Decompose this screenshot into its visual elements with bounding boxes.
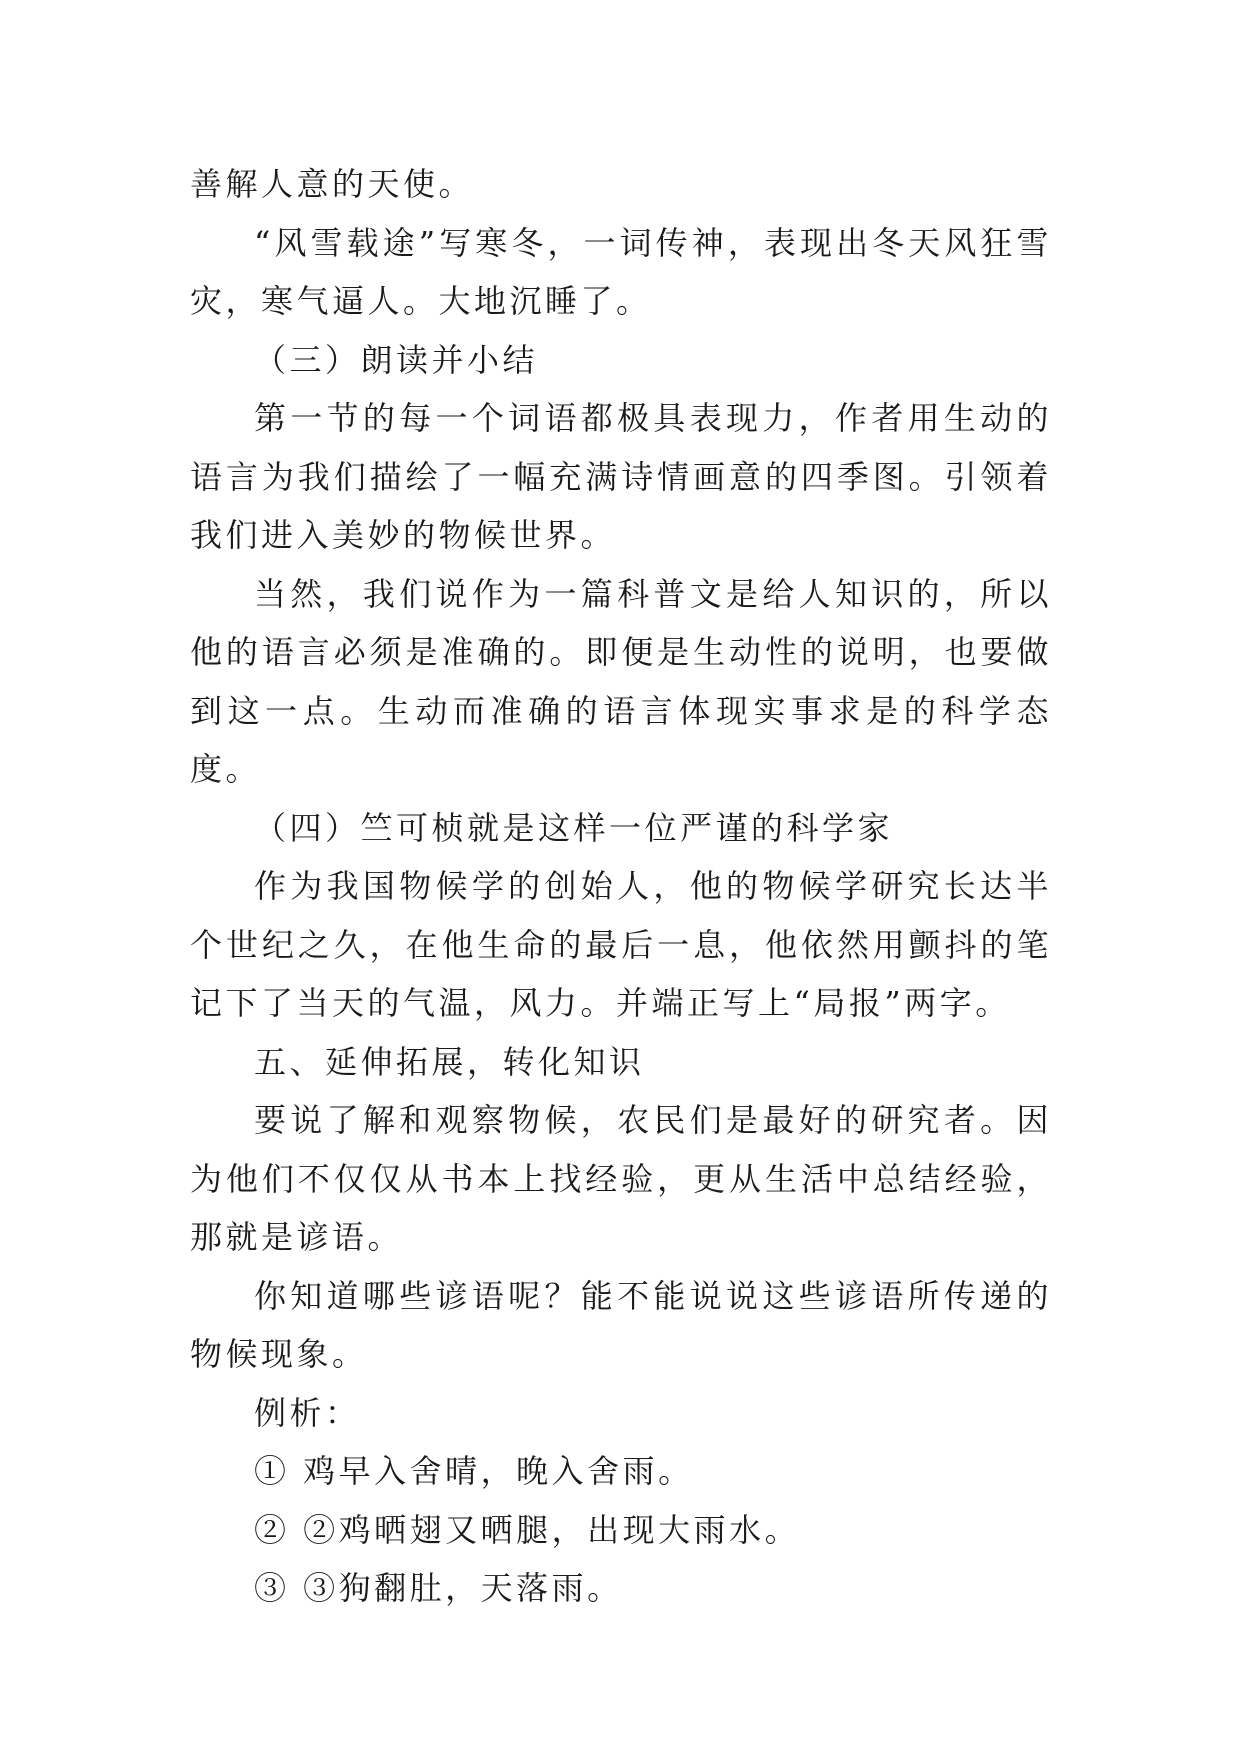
proverb-item-2: ② ②鸡晒翅又晒腿，出现大雨水。: [254, 1510, 801, 1549]
section-heading-4: （四）竺可桢就是这样一位严谨的科学家: [254, 808, 894, 847]
paragraph-winter: “风雪载途”写寒冬，一词传神，表现出冬天风狂雪灾，寒气逼人。大地沉睡了。: [190, 223, 1052, 320]
paragraph-zhu-kezhen: 作为我国物候学的创始人，他的物候学研究长达半个世纪之久，在他生命的最后一息，他依然用颤抖的笔记下了当天的气温，风力。并端正写上“局报”两字。: [190, 867, 1052, 1022]
paragraph-farmers: 要说了解和观察物候，农民们是最好的研究者。因为他们不仅仅从书本上找经验，更从生活中总结经验，那就是谚语。: [190, 1101, 1052, 1256]
paragraph-continuation: 善解人意的天使。: [190, 165, 475, 203]
paragraph-summary: 第一节的每一个词语都极具表现力，作者用生动的语言为我们描绘了一幅充满诗情画意的四季图。引领着我们进入美妙的物候世界。: [190, 399, 1052, 554]
section-heading-3: （三）朗读并小结: [254, 340, 539, 379]
section-heading-5: 五、延伸拓展，转化知识: [254, 1042, 645, 1081]
paragraph-accuracy: 当然，我们说作为一篇科普文是给人知识的，所以他的语言必须是准确的。即便是生动性的说明，也要做到这一点。生动而准确的语言体现实事求是的科学态度。: [190, 574, 1052, 788]
paragraph-question: 你知道哪些谚语呢？能不能说说这些谚语所传递的物候现象。: [190, 1276, 1052, 1373]
proverb-item-3: ③ ③狗翻肚，天落雨。: [254, 1569, 623, 1607]
example-label: 例析：: [254, 1393, 361, 1432]
proverb-item-1: ① 鸡早入舍晴，晚入舍雨。: [254, 1452, 694, 1490]
document-body: [190, 155, 1052, 1618]
